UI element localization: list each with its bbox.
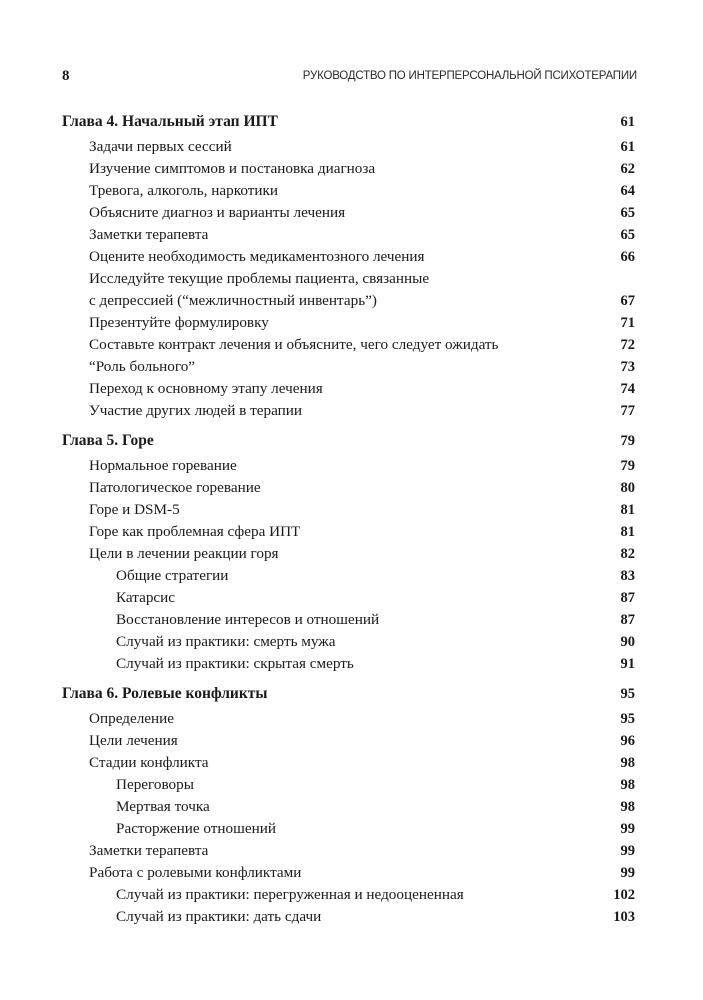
entry-title: Оцените необходимость медикаментозного лечения: [89, 248, 425, 265]
page-ref: 98: [620, 777, 635, 793]
toc-subentry: [62, 884, 635, 906]
entry-title: Цели в лечении реакции горя: [89, 545, 279, 562]
entry-title-line-2: с депрессией (“межличностный инвентарь”): [89, 292, 377, 309]
toc-entry: [62, 312, 635, 334]
toc-entry: [62, 840, 635, 862]
toc-subentry: [62, 631, 635, 653]
entry-title: Переговоры: [116, 776, 194, 793]
page-ref: 99: [620, 865, 635, 881]
page-ref: 66: [620, 249, 635, 265]
page-ref: 73: [620, 359, 635, 375]
table-of-contents: [62, 110, 635, 935]
entry-title-line-1: Исследуйте текущие проблемы пациента, связанные: [89, 270, 430, 287]
page-ref: 64: [620, 183, 635, 199]
toc-subentry: [62, 906, 635, 928]
page-ref: 77: [620, 403, 635, 419]
page-ref: 82: [620, 546, 635, 562]
page-ref: 81: [620, 524, 635, 540]
entry-title: Расторжение отношений: [116, 820, 276, 837]
chapter-heading: [62, 429, 635, 453]
page-ref: 80: [620, 480, 635, 496]
entry-title: Горе как проблемная сфера ИПТ: [89, 523, 301, 540]
toc-subentry: [62, 774, 635, 796]
page-ref: 95: [620, 711, 635, 727]
entry-title: Случай из практики: скрытая смерть: [116, 655, 354, 672]
page-ref: 61: [620, 114, 635, 130]
page-ref: 74: [620, 381, 635, 397]
toc-entry: [62, 268, 635, 312]
toc-subentry: [62, 565, 635, 587]
toc-entry: [62, 224, 635, 246]
page-header: [62, 68, 637, 90]
page-ref: 95: [620, 686, 635, 702]
page-ref: 62: [620, 161, 635, 177]
chapter-4: [62, 110, 635, 422]
toc-entry: [62, 158, 635, 180]
page-ref: 90: [620, 634, 635, 650]
toc-entry: [62, 136, 635, 158]
entry-title: Презентуйте формулировку: [89, 314, 269, 331]
toc-subentry: [62, 653, 635, 675]
toc-subentry: [62, 609, 635, 631]
page-ref: 87: [620, 612, 635, 628]
chapter-6: [62, 682, 635, 928]
entry-title: Заметки терапевта: [89, 842, 209, 859]
toc-entry: [62, 543, 635, 565]
page-ref: 99: [620, 821, 635, 837]
page-ref: 61: [620, 139, 635, 155]
page-ref: 65: [620, 227, 635, 243]
toc-subentry: [62, 587, 635, 609]
toc-subentry: [62, 796, 635, 818]
toc-entry: [62, 752, 635, 774]
toc-entry: [62, 202, 635, 224]
entry-title: Переход к основному этапу лечения: [89, 380, 323, 397]
entry-title: Горе и DSM-5: [89, 501, 180, 518]
page-ref: 98: [620, 799, 635, 815]
entry-title: Стадии конфликта: [89, 754, 209, 771]
entry-title: Задачи первых сессий: [89, 138, 232, 155]
toc-entry: [62, 334, 635, 356]
entry-title: Патологическое горевание: [89, 479, 261, 496]
chapter-title: Глава 4. Начальный этап ИПТ: [62, 113, 278, 130]
toc-entry: [62, 708, 635, 730]
page-ref: 103: [613, 909, 635, 925]
page-ref: 79: [620, 458, 635, 474]
entry-title: Работа с ролевыми конфликтами: [89, 864, 302, 881]
chapter-5: [62, 429, 635, 675]
page-ref: 91: [620, 656, 635, 672]
entry-title: Катарсис: [116, 589, 176, 606]
page-ref: 98: [620, 755, 635, 771]
entry-title: Восстановление интересов и отношений: [116, 611, 380, 628]
chapter-heading: [62, 682, 635, 706]
toc-entry: [62, 477, 635, 499]
page-ref: 96: [620, 733, 635, 749]
toc-entry: [62, 730, 635, 752]
entry-title: Общие стратегии: [116, 567, 229, 584]
toc-entry: [62, 378, 635, 400]
toc-entry: [62, 246, 635, 268]
page-ref: 71: [620, 315, 635, 331]
toc-entry: [62, 180, 635, 202]
entry-title: Случай из практики: смерть мужа: [116, 633, 336, 650]
entry-title: “Роль больного”: [89, 358, 196, 375]
toc-entry: [62, 499, 635, 521]
toc-entry: [62, 400, 635, 422]
page-number: 8: [62, 68, 70, 84]
entry-title: Изучение симптомов и постановка диагноза: [89, 160, 376, 177]
entry-title: Объясните диагноз и варианты лечения: [89, 204, 346, 221]
toc-entry: [62, 455, 635, 477]
toc-entry: [62, 356, 635, 378]
entry-title: Заметки терапевта: [89, 226, 209, 243]
chapter-title: Глава 6. Ролевые конфликты: [62, 685, 268, 702]
running-title: РУКОВОДСТВО ПО ИНТЕРПЕРСОНАЛЬНОЙ ПСИХОТЕРАПИИ: [302, 70, 637, 82]
page-ref: 87: [620, 590, 635, 606]
page-ref: 99: [620, 843, 635, 859]
toc-subentry: [62, 818, 635, 840]
entry-title: Составьте контракт лечения и объясните, чего следует ожидать: [89, 336, 499, 353]
entry-title: Тревога, алкоголь, наркотики: [89, 182, 278, 199]
entry-title: Участие других людей в терапии: [89, 402, 303, 419]
page-ref: 65: [620, 205, 635, 221]
entry-title: Мертвая точка: [116, 798, 210, 815]
page-ref: 79: [620, 433, 635, 449]
entry-title: Случай из практики: перегруженная и недооцененная: [116, 886, 464, 903]
page-ref: 83: [620, 568, 635, 584]
page-ref: 102: [613, 887, 635, 903]
entry-title: Случай из практики: дать сдачи: [116, 908, 322, 925]
toc-entry: [62, 862, 635, 884]
entry-title: Определение: [89, 710, 175, 727]
page-ref: 81: [620, 502, 635, 518]
entry-title: Нормальное горевание: [89, 457, 237, 474]
entry-title: Цели лечения: [89, 732, 178, 749]
page-ref: 72: [620, 337, 635, 353]
chapter-title: Глава 5. Горе: [62, 432, 154, 449]
chapter-heading: [62, 110, 635, 134]
toc-entry: [62, 521, 635, 543]
page-ref: 67: [620, 293, 635, 309]
